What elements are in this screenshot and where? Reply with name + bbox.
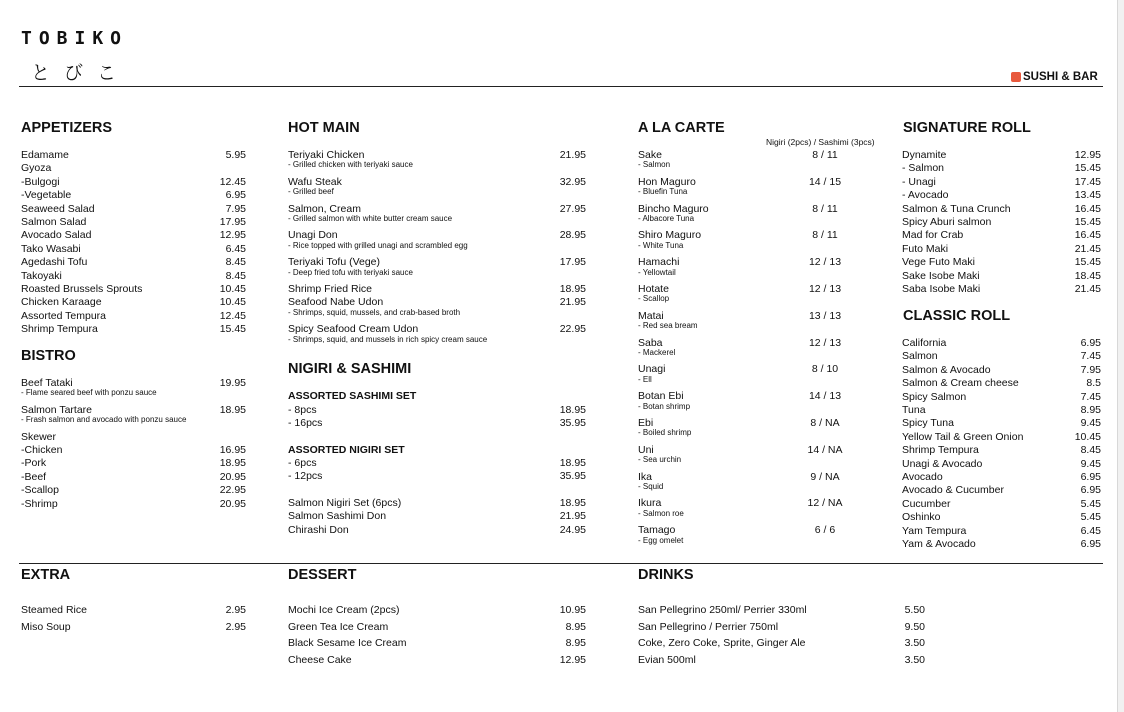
menu-item-name: Avocado & Cucumber: [902, 484, 1004, 497]
menu-item-price: 8.95: [1080, 404, 1101, 416]
menu-item-price: 2.95: [225, 604, 246, 616]
menu-item-price: 15.45: [1074, 216, 1101, 228]
menu-item-price: 21.95: [559, 149, 586, 161]
menu-item-price: 8.45: [225, 269, 246, 282]
menu-item-price: 15.45: [219, 323, 246, 336]
menu-item-name: Dynamite: [902, 149, 947, 161]
menu-item-price: 18.95: [559, 457, 586, 469]
menu-item-price: 6.95: [1080, 337, 1101, 349]
menu-item-name: Hon Maguro: [638, 175, 696, 188]
menu-item-description: - Ell: [638, 374, 652, 384]
menu-item-name: Futo Maki: [902, 242, 949, 255]
menu-item-description: - Grilled beef: [288, 187, 334, 197]
menu-item-price: 24.95: [559, 523, 586, 536]
menu-item-name: Teriyaki Chicken: [288, 149, 365, 161]
menu-item-price: 5.50: [904, 604, 925, 616]
menu-item-description: - White Tuna: [638, 240, 684, 250]
menu-item-name: Yam & Avocado: [902, 538, 976, 550]
menu-item-price: 7.95: [225, 202, 246, 215]
menu-item-price: 32.95: [559, 175, 586, 188]
menu-item-name: Chirashi Don: [288, 523, 349, 536]
menu-item-name: Chicken Karaage: [21, 296, 102, 309]
menu-item-description: - Deep fried tofu with teriyaki sauce: [288, 267, 413, 277]
menu-item-price: 9.45: [1080, 417, 1101, 430]
menu-item-price: 9 / NA: [810, 470, 840, 483]
menu-item-name: Spicy Salmon: [902, 390, 967, 403]
menu-item-name: Yam Tempura: [902, 524, 967, 537]
menu-item-name: Cucumber: [902, 497, 951, 510]
header-divider: [19, 86, 1103, 87]
menu-item-description: - Bluefin Tuna: [638, 187, 688, 197]
menu-item-price: 15.45: [1074, 162, 1101, 175]
menu-item-name: Shrimp Tempura: [21, 323, 98, 336]
menu-item-name: Uni: [638, 443, 654, 456]
menu-item-price: 21.45: [1074, 283, 1101, 295]
section-title-extra: EXTRA: [21, 567, 71, 583]
logo-wordmark: TOBIKO: [21, 28, 129, 49]
menu-item-price: 16.95: [219, 444, 246, 456]
menu-item-name: Spicy Aburi salmon: [902, 216, 992, 228]
menu-item-price: 8 / 11: [812, 149, 838, 161]
menu-item-name: Edamame: [21, 149, 69, 161]
menu-item-name: - Avocado: [902, 189, 949, 202]
menu-item-price: 8.95: [565, 620, 586, 633]
menu-item-name: Shrimp Tempura: [902, 444, 979, 457]
menu-item-price: 10.95: [559, 604, 586, 616]
menu-item-price: 13 / 13: [808, 309, 842, 322]
menu-item-description: - Albacore Tuna: [638, 214, 695, 223]
menu-item-price: 20.95: [219, 470, 246, 483]
menu-item-description: - Mackerel: [638, 348, 676, 357]
menu-item-name: Skewer: [21, 430, 57, 443]
menu-item-name: Ebi: [638, 417, 654, 429]
menu-item-price: 6.95: [1080, 538, 1101, 550]
menu-item-price: 7.45: [1080, 390, 1101, 403]
section-title-drinks: DRINKS: [638, 567, 694, 583]
menu-item-name: Sake: [638, 149, 662, 161]
menu-item-name: Avocado: [902, 471, 943, 483]
menu-item-name: Salmon Tartare: [21, 403, 93, 416]
menu-item-price: 17.95: [219, 216, 246, 228]
menu-item-name: Avocado Salad: [21, 229, 92, 242]
menu-item-name: Wafu Steak: [288, 175, 342, 188]
menu-item-name: Unagi & Avocado: [902, 457, 983, 470]
menu-item-description: - Flame seared beef with ponzu sauce: [21, 388, 157, 398]
menu-item-name: Salmon & Tuna Crunch: [902, 202, 1011, 215]
menu-item-name: Saba: [638, 336, 663, 349]
menu-item-name: Steamed Rice: [21, 604, 87, 616]
menu-item-name: Matai: [638, 309, 664, 322]
menu-item-description: - Scallop: [638, 294, 670, 304]
menu-item-price: 14 / 13: [808, 390, 842, 403]
menu-item-price: 5.45: [1080, 497, 1101, 510]
menu-item-price: 8 / 11: [812, 202, 838, 215]
menu-item-name: - 12pcs: [288, 470, 323, 483]
menu-item-description: - Salmon: [638, 160, 671, 170]
menu-item-price: 12 / 13: [808, 283, 842, 295]
menu-item-price: 3.50: [904, 637, 925, 650]
menu-item-price: 22.95: [219, 484, 246, 497]
menu-item-name: Spicy Tuna: [902, 417, 954, 430]
menu-item-price: 12.95: [559, 654, 586, 667]
menu-item-price: 6.45: [225, 242, 246, 255]
menu-item-price: 7.45: [1080, 350, 1101, 363]
menu-item-name: - 6pcs: [288, 457, 317, 469]
menu-item-name: -Beef: [21, 470, 47, 483]
section-title-classic-roll: CLASSIC ROLL: [903, 308, 1011, 324]
menu-item-name: -Vegetable: [21, 189, 72, 202]
menu-item-price: 9.50: [904, 620, 925, 633]
menu-item-name: -Bulgogi: [21, 175, 60, 188]
menu-item-description: - Shrimps, squid, and mussels in rich spicy cream sauce: [288, 334, 488, 344]
section-title-hot-main: HOT MAIN: [288, 120, 360, 136]
menu-item-price: 6 / 6: [814, 524, 836, 537]
menu-item-name: Cheese Cake: [288, 654, 352, 667]
menu-item-price: 18.95: [559, 283, 586, 295]
menu-item-description: - Red sea bream: [638, 321, 698, 331]
menu-item-name: Miso Soup: [21, 621, 71, 633]
menu-item-price: 21.95: [559, 296, 586, 309]
menu-item-price: 6.95: [1080, 484, 1101, 497]
menu-item-price: 14 / NA: [807, 443, 843, 456]
menu-item-price: 9.45: [1080, 457, 1101, 470]
menu-item-name: San Pellegrino 250ml/ Perrier 330ml: [638, 604, 807, 616]
menu-item-name: Agedashi Tofu: [21, 256, 88, 269]
menu-item-description: - Shrimps, squid, mussels, and crab-based broth: [288, 307, 461, 317]
sashimi-set-title: ASSORTED SASHIMI SET: [288, 390, 417, 402]
menu-item-price: 21.45: [1074, 242, 1101, 255]
menu-item-price: 12.95: [1074, 149, 1101, 161]
menu-item-price: 12 / 13: [808, 256, 842, 269]
section-title-dessert: DESSERT: [288, 567, 357, 583]
menu-item-price: 19.95: [219, 377, 246, 389]
menu-item-description: - Botan shrimp: [638, 401, 691, 411]
tagline: [1011, 71, 1098, 83]
menu-item-name: Salmon Sashimi Don: [288, 510, 387, 523]
menu-item-name: Tako Wasabi: [21, 242, 81, 255]
menu-item-description: - Boiled shrimp: [638, 428, 692, 438]
menu-item-name: Salmon & Avocado: [902, 363, 991, 376]
menu-item-price: 2.95: [225, 621, 246, 633]
menu-item-price: 8 / NA: [810, 417, 840, 429]
menu-item-price: 12.45: [219, 175, 246, 188]
menu-item-name: - Salmon: [902, 162, 945, 175]
menu-item-name: Mad for Crab: [902, 229, 964, 242]
menu-item-price: 3.50: [904, 654, 925, 667]
menu-item-name: Ikura: [638, 497, 662, 510]
menu-item-price: 35.95: [559, 417, 586, 430]
menu-item-name: Shrimp Fried Rice: [288, 283, 373, 295]
section-title-signature-roll: SIGNATURE ROLL: [903, 120, 1031, 136]
menu-item-description: - Grilled chicken with teriyaki sauce: [288, 160, 413, 170]
menu-item-name: -Shrimp: [21, 497, 58, 510]
menu-item-name: Teriyaki Tofu (Vege): [288, 256, 381, 269]
menu-item-name: - Unagi: [902, 175, 936, 188]
menu-item-name: Vege Futo Maki: [902, 256, 975, 269]
menu-item-description: - Squid: [638, 482, 664, 491]
menu-item-price: 17.95: [559, 256, 586, 269]
menu-item-price: 5.95: [225, 149, 246, 161]
menu-item-name: Seafood Nabe Udon: [288, 296, 384, 309]
menu-item-name: Hotate: [638, 283, 669, 295]
menu-item-name: Coke, Zero Coke, Sprite, Ginger Ale: [638, 637, 806, 650]
tagline-text: SUSHI & BAR: [1023, 71, 1098, 83]
menu-item-name: Oshinko: [902, 511, 941, 524]
menu-item-name: Sake Isobe Maki: [902, 269, 980, 282]
menu-item-name: California: [902, 337, 947, 349]
menu-item-price: 18.45: [1074, 269, 1101, 282]
menu-item-price: 12.45: [219, 309, 246, 322]
menu-item-price: 10.45: [219, 283, 246, 295]
menu-item-description: - Sea urchin: [638, 455, 682, 465]
menu-item-price: 16.45: [1074, 202, 1101, 215]
menu-item-name: Tuna: [902, 404, 926, 416]
menu-item-price: 14 / 15: [808, 175, 842, 188]
menu-item-price: 8 / 11: [812, 229, 838, 242]
menu-item-name: Saba Isobe Maki: [902, 283, 981, 295]
menu-item-price: 16.45: [1074, 229, 1101, 242]
menu-item-name: - 8pcs: [288, 404, 317, 416]
menu-item-name: Unagi Don: [288, 229, 338, 242]
menu-item-price: 5.45: [1080, 511, 1101, 524]
menu-item-price: 12.95: [219, 229, 246, 242]
menu-item-price: 18.95: [559, 404, 586, 416]
menu-item-name: Bincho Maguro: [638, 202, 709, 215]
section-title-appetizers: APPETIZERS: [21, 120, 113, 136]
sushi-icon: [1011, 72, 1021, 82]
menu-item-name: Mochi Ice Cream (2pcs): [288, 604, 400, 616]
section-title-bistro: BISTRO: [21, 348, 76, 364]
menu-item-description: - Egg omelet: [638, 535, 684, 545]
menu-item-price: 12 / 13: [808, 336, 842, 349]
menu-item-name: Unagi: [638, 363, 666, 376]
menu-item-name: Salmon: [902, 350, 938, 363]
menu-item-name: Yellow Tail & Green Onion: [902, 430, 1024, 443]
menu-item-price: 15.45: [1074, 256, 1101, 269]
menu-item-name: -Scallop: [21, 484, 59, 497]
menu-item-name: Takoyaki: [21, 269, 62, 282]
menu-item-name: -Chicken: [21, 444, 63, 456]
menu-item-name: Evian 500ml: [638, 654, 696, 667]
menu-item-description: - Yellowtail: [638, 267, 676, 277]
menu-item-name: Botan Ebi: [638, 390, 684, 403]
menu-item-price: 8.45: [225, 256, 246, 269]
menu-item-name: Assorted Tempura: [21, 309, 107, 322]
menu-item-price: 18.95: [219, 403, 246, 416]
menu-item-price: 20.95: [219, 497, 246, 510]
menu-item-price: 22.95: [559, 323, 586, 336]
nigiri-set-title: ASSORTED NIGIRI SET: [288, 444, 405, 456]
menu-item-price: 8.5: [1086, 377, 1101, 390]
menu-item-description: - Rice topped with grilled unagi and scrambled egg: [288, 240, 468, 250]
menu-item-name: Hamachi: [638, 256, 680, 269]
menu-item-price: 13.45: [1074, 189, 1101, 202]
menu-item-name: Black Sesame Ice Cream: [288, 637, 407, 650]
a-la-carte-column-header: Nigiri (2pcs) / Sashimi (3pcs): [766, 137, 875, 147]
menu-item-description: - Grilled salmon with white butter cream sauce: [288, 214, 453, 223]
menu-item-price: 6.95: [1080, 471, 1101, 483]
menu-item-name: Tamago: [638, 524, 676, 537]
menu-item-name: Spicy Seafood Cream Udon: [288, 323, 419, 336]
menu-item-name: Roasted Brussels Sprouts: [21, 283, 143, 295]
menu-item-price: 8.45: [1080, 444, 1101, 457]
menu-item-price: 8 / 10: [811, 363, 839, 376]
menu-item-name: Beef Tataki: [21, 377, 73, 389]
menu-item-name: Gyoza: [21, 162, 52, 175]
menu-item-name: -Pork: [21, 457, 47, 470]
menu-item-price: 6.95: [225, 189, 246, 202]
menu-item-price: 17.45: [1074, 175, 1101, 188]
menu-item-price: 8.95: [565, 637, 586, 650]
logo-japanese: とびこ: [31, 63, 131, 84]
menu-item-price: 18.95: [219, 457, 246, 470]
menu-item-price: 10.45: [1074, 430, 1101, 443]
footer-divider: [19, 563, 1103, 564]
menu-item-name: Seaweed Salad: [21, 202, 95, 215]
menu-item-description: - Frash salmon and avocado with ponzu sauce: [21, 415, 187, 425]
section-title-a-la-carte: A LA CARTE: [638, 120, 725, 136]
menu-item-price: 12 / NA: [807, 497, 843, 510]
menu-item-name: Shiro Maguro: [638, 229, 702, 242]
section-title-nigiri-sashimi: NIGIRI & SASHIMI: [288, 361, 412, 377]
menu-item-description: - Salmon roe: [638, 508, 684, 518]
menu-item-name: Salmon, Cream: [288, 202, 361, 215]
menu-item-price: 27.95: [559, 202, 586, 215]
menu-item-name: Salmon & Cream cheese: [902, 377, 1019, 390]
menu-item-name: San Pellegrino / Perrier 750ml: [638, 620, 779, 633]
menu-item-name: Ika: [638, 470, 653, 483]
menu-item-price: 28.95: [559, 229, 586, 242]
menu-item-name: Green Tea Ice Cream: [288, 620, 389, 633]
menu-item-name: - 16pcs: [288, 417, 323, 430]
menu-item-price: 18.95: [559, 497, 586, 509]
menu-item-price: 7.95: [1080, 363, 1101, 376]
menu-item-price: 35.95: [559, 470, 586, 483]
menu-item-name: Salmon Salad: [21, 216, 87, 228]
menu-item-price: 6.45: [1080, 524, 1101, 537]
menu-item-price: 10.45: [219, 296, 246, 309]
menu-item-price: 21.95: [559, 510, 586, 523]
menu-item-name: Salmon Nigiri Set (6pcs): [288, 497, 402, 509]
